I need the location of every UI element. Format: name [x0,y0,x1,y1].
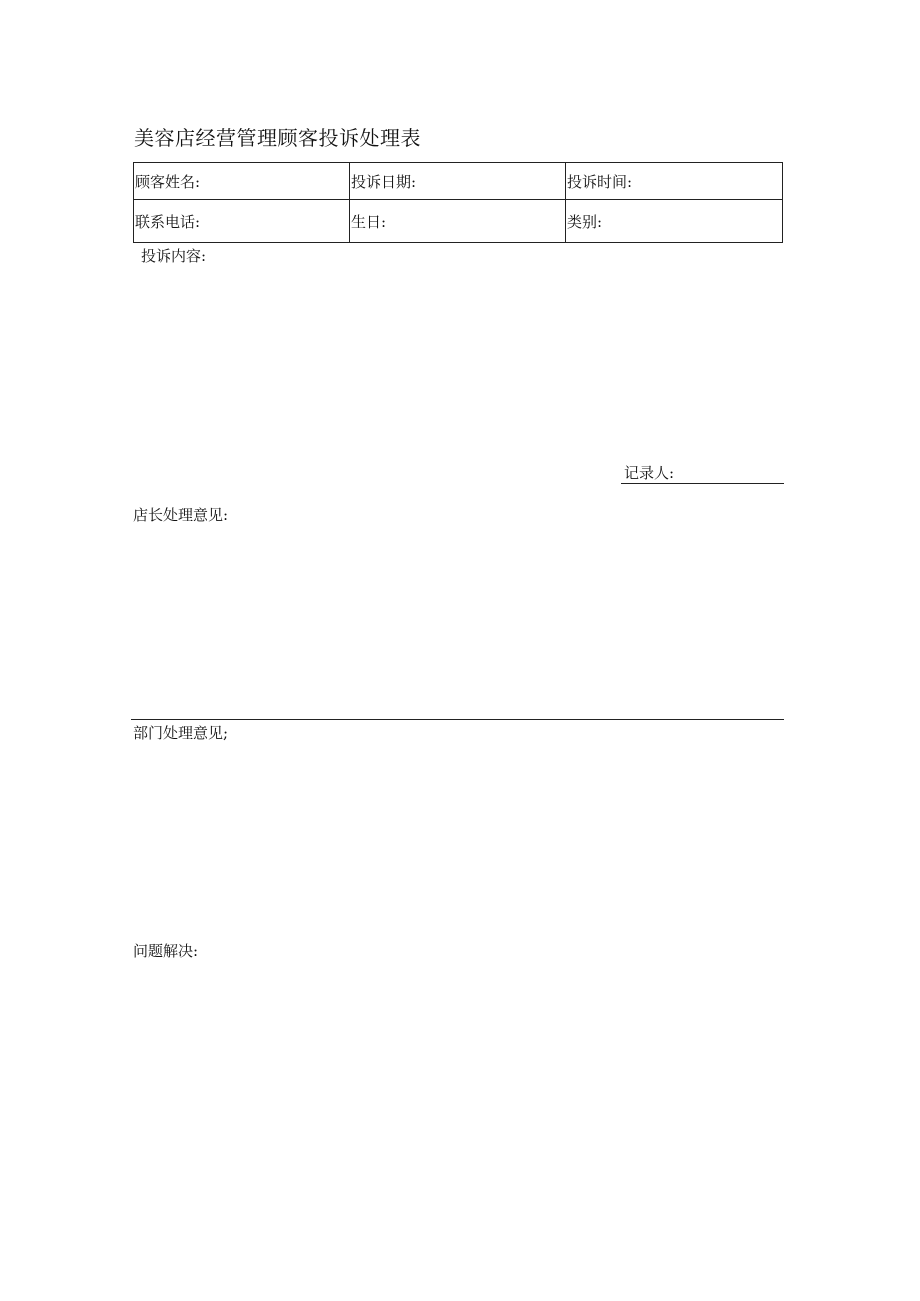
complaint-time-field[interactable]: 投诉时间: [566,163,783,200]
complaint-date-field[interactable]: 投诉日期: [350,163,566,200]
section-divider [131,719,784,720]
recorder-label: 记录人: [624,464,675,482]
department-opinion-label: 部门处理意见; [133,724,229,742]
info-row-2 [134,200,783,243]
info-row-1 [134,163,783,200]
category-field[interactable]: 类别: [566,200,783,243]
complaint-content-label: 投诉内容: [141,247,207,265]
customer-name-field[interactable]: 顾客姓名: [134,163,350,200]
manager-opinion-label: 店长处理意见: [133,506,229,524]
customer-info-table [133,162,783,243]
form-title: 美容店经营管理顾客投诉处理表 [134,126,421,150]
resolution-label: 问题解决: [133,942,199,960]
birthday-field[interactable]: 生日: [350,200,566,243]
phone-field[interactable]: 联系电话: [134,200,350,243]
recorder-field[interactable] [621,463,784,484]
